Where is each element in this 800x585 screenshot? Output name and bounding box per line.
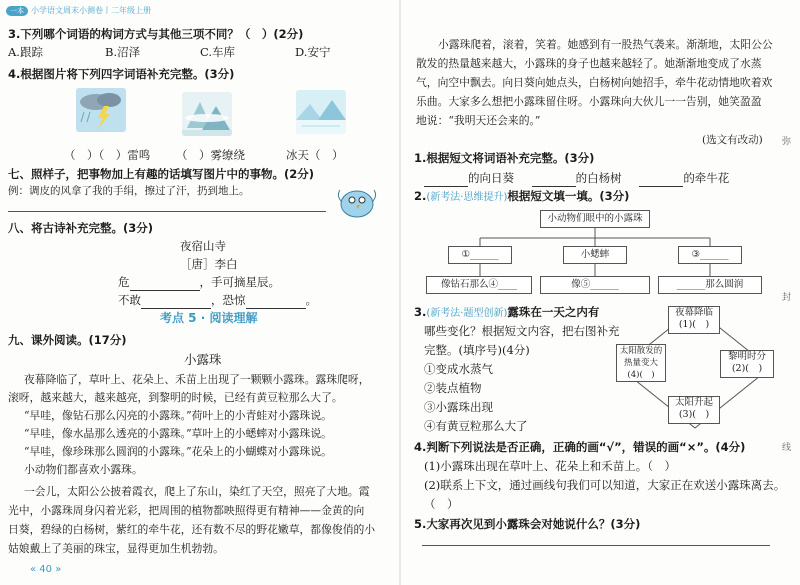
story-title: 小露珠 xyxy=(184,352,222,367)
q3-text-1: 露珠在一天之内有 xyxy=(507,305,600,319)
q7-answer-line[interactable] xyxy=(8,211,326,212)
q3-text-2: 哪些变化？根据短文内容，把右图补充 xyxy=(424,324,620,338)
q4-blank-2[interactable]: （ ）雾缭绕 xyxy=(176,148,245,162)
story-line: 日葵，碧绿的白杨树，紫红的牵牛花，还有数不尽的野花嫩草，都像俊俏的小 xyxy=(8,523,376,536)
cycle-right-blank[interactable]: (2)( ) xyxy=(731,363,763,374)
story-source: (选文有改动) xyxy=(702,134,763,146)
cycle-bottom xyxy=(668,396,720,424)
q4-item-1: (1)小露珠出现在草叶上、花朵上和禾苗上。（ ） xyxy=(424,459,677,473)
series-logo: 一本 xyxy=(6,6,28,16)
page-number-value: 40 xyxy=(39,564,53,575)
q1-word-1: 的向日葵 xyxy=(468,171,514,185)
cycle-left xyxy=(616,344,666,382)
story-line: “早哇，像钻石那么闪亮的小露珠。”荷叶上的小青蛙对小露珠说。 xyxy=(24,409,332,422)
poem-line-2: 不敢 ，恐惊 。 xyxy=(118,293,317,307)
story-line: 一会儿，太阳公公披着霞衣，爬上了东山，染红了天空，照亮了大地。霞 xyxy=(24,485,370,498)
q3-tag: (新考法·题型创新) xyxy=(426,308,508,319)
poem-line-1 xyxy=(118,274,280,291)
story-line: 小动物们都喜欢小露珠。 xyxy=(24,463,143,476)
thunderstorm-image xyxy=(76,88,126,132)
poem-line-2-mid: ，恐惊 xyxy=(211,293,246,307)
tree-leaf-3: ______那么圆润 xyxy=(658,276,762,294)
question-3: 3.下列哪个词语的构词方式与其他三项不同？（ ）(2分) xyxy=(8,27,304,41)
q3-option: ③小露珠出现 xyxy=(424,400,493,414)
story-line: 滚呀，越来越大，越来越亮，到黎明的时候，已经有黄豆粒那么大了。 xyxy=(8,391,343,404)
cycle-top-label: 夜幕降临 xyxy=(674,307,713,318)
question-r5: 5.大家再次见到小露珠会对她说什么？(3分) xyxy=(414,517,641,531)
q5-answer-line[interactable] xyxy=(422,545,770,546)
tree-mid-2: 小蟋蟀 xyxy=(563,246,627,264)
cycle-bottom-label: 太阳升起 xyxy=(674,397,713,408)
question-r4: 4.判断下列说法是否正确，正确的画“√”，错误的画“×”。(4分) xyxy=(414,440,746,454)
story-line: 姑娘戴上了美丽的珠宝，显得更加生机勃勃。 xyxy=(8,542,224,555)
story-line: 小露珠爬着，滚着，笑着。她感到有一股热气袭来。渐渐地，太阳公公 xyxy=(438,38,773,51)
bird-icon xyxy=(334,182,380,222)
poem-author: ［唐］李白 xyxy=(180,257,238,271)
cycle-top-blank[interactable]: (1)( ) xyxy=(678,319,710,330)
tree-leaf-1: 像钻石那么④____ xyxy=(426,276,532,294)
q3-option: ④有黄豆粒那么大了 xyxy=(424,419,528,433)
story-line: “早哇，像水晶那么透亮的小露珠。”草叶上的小蟋蟀对小露珠说。 xyxy=(24,427,332,440)
question-9: 九、课外阅读。(17分) xyxy=(8,333,127,347)
q4-blank-1[interactable]: （ ）（ ）雷鸣 xyxy=(64,148,151,162)
right-page xyxy=(400,0,800,585)
story-line: 散发的热量越来越大，小露珠的身子也越来越轻了。她渐渐地变成了水蒸 xyxy=(416,57,762,70)
question-7: 七、照样子，把事物加上有趣的话填写图片中的事物。(2分) xyxy=(8,167,315,181)
cycle-right xyxy=(720,350,774,378)
q4-item-2-blank[interactable]: （ ） xyxy=(424,497,459,511)
cycle-left-blank[interactable]: (4)( ) xyxy=(627,370,655,380)
story-line: 气，向空中飘去。向日葵向她点头，白杨树向她招手，牵牛花动情地吹着欢 xyxy=(416,76,773,89)
cycle-left-label-1: 太阳散发的 xyxy=(619,346,663,356)
q3-option: ①变成水蒸气 xyxy=(424,362,493,376)
tree-mid-3: ③______ xyxy=(678,246,742,264)
q4-item-2: (2)联系上下文，通过画线句我们可以知道，大家正在欢送小露珠离去。 xyxy=(424,478,786,492)
q1-word-3: 的牵牛花 xyxy=(683,171,730,185)
question-8: 八、将古诗补充完整。(3分) xyxy=(8,221,154,235)
topic-heading: 考点 5 · 阅读理解 xyxy=(160,311,258,325)
poem-blank-2[interactable] xyxy=(141,292,211,309)
page-number: « 40 » xyxy=(30,564,62,575)
tree-mid-1: ①______ xyxy=(448,246,512,264)
q3-option-c: C.车库 xyxy=(200,45,236,59)
side-label-1: 弥 xyxy=(782,137,792,147)
story-line: 乐曲。大家多么想把小露珠留住呀。小露珠向大伙儿一一告别，她笑盈盈 xyxy=(416,95,762,108)
poem-line-2-start: 不敢 xyxy=(118,293,141,307)
story-line: 地说：“我明天还会来的。” xyxy=(416,114,541,127)
story-line: “早哇，像珍珠那么圆润的小露珠。”花朵上的小蝴蝶对小露珠说。 xyxy=(24,445,332,458)
q3-option-a: A.跟踪 xyxy=(8,45,43,59)
story-line: 夜幕降临了，草叶上、花朵上、禾苗上出现了一颗颗小露珠。露珠爬呀， xyxy=(24,373,370,386)
page-header xyxy=(6,4,151,17)
question-r1: 1.根据短文将词语补充完整。(3分) xyxy=(414,151,595,165)
cycle-left-label-2: 热量变大 xyxy=(623,358,658,368)
q3-text-3: 完整。(填序号)(4分) xyxy=(424,343,530,357)
poem-title: 夜宿山寺 xyxy=(180,239,226,253)
series-title: 小学语文周末小测卷丨二年级上册 xyxy=(31,6,151,15)
cycle-top xyxy=(668,306,720,334)
story-line: 光中，小露珠周身闪着光彩，把周围的植物都映照得更有精神——金黄的向 xyxy=(8,504,365,517)
question-4: 4.根据图片将下列四字词语补充完整。(3分) xyxy=(8,67,235,81)
q3-option-b: B.沼泽 xyxy=(105,45,141,59)
side-label-3: 线 xyxy=(782,443,792,453)
poem-line-1-end: ，手可摘星辰。 xyxy=(199,275,280,289)
side-label-2: 封 xyxy=(782,293,792,303)
tree-leaf-2: 像⑤______ xyxy=(540,276,650,294)
cycle-bottom-blank[interactable]: (3)( ) xyxy=(678,409,710,420)
icy-land-image xyxy=(296,90,346,134)
poem-blank-3[interactable] xyxy=(246,292,306,309)
question-r3: 3.(新考法·题型创新)露珠在一天之内有 xyxy=(414,305,600,319)
q7-example: 例：调皮的风拿了我的手绢，擦过了汗，扔到地上。 xyxy=(8,185,250,197)
q2-tag: (新考法·思维提升) xyxy=(426,192,508,203)
misty-mountain-image xyxy=(182,92,232,136)
q2-text: 根据短文填一填。(3分) xyxy=(507,189,630,203)
q3-option: ②装点植物 xyxy=(424,381,482,395)
cycle-right-label: 黎明时分 xyxy=(727,351,766,362)
tree-root: 小动物们眼中的小露珠 xyxy=(540,210,650,228)
q3-option-d: D.安宁 xyxy=(295,45,331,59)
poem-line-1-start: 危 xyxy=(118,275,130,289)
q1-word-2: 的白杨树 xyxy=(575,171,622,185)
poem-blank-1[interactable] xyxy=(130,274,200,291)
question-r2: 2.(新考法·思维提升)根据短文填一填。(3分) xyxy=(414,189,630,203)
q4-blank-3[interactable]: 冰天（ ） xyxy=(286,148,344,162)
